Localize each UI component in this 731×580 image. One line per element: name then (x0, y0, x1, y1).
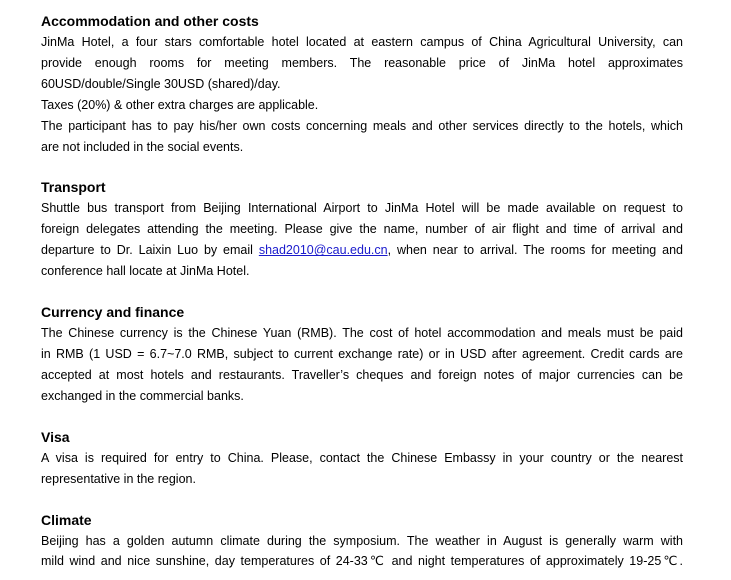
heading-transport: Transport (41, 179, 106, 196)
text-fragment: , when near to arrival. The rooms for meeting and (387, 243, 683, 258)
text-line: foreign delegates attending the meeting. Please give the name, number of air flight and time of arrival and (41, 222, 683, 237)
text-line: accepted at most hotels and restaurants. Traveller’s cheques and foreign notes of major currencies can be (41, 367, 683, 382)
text-line: provide enough rooms for meeting members. The reasonable price of JinMa hotel approximates (41, 55, 683, 70)
text-line: The participant has to pay his/her own costs concerning meals and other services directly to the hotels, which (41, 118, 683, 133)
section-currency (41, 302, 683, 407)
heading-climate: Climate (41, 511, 92, 528)
paragraph-transport (41, 198, 683, 282)
paragraph-accommodation (41, 32, 683, 157)
text-line: are not included in the social events. (41, 139, 244, 154)
heading-visa: Visa (41, 428, 70, 445)
text-line: in RMB (1 USD = 6.7~7.0 RMB, subject to current exchange rate) or in USD after agreement. Credit cards are (41, 346, 683, 361)
text-fragment: departure to Dr. Laixin Luo by email (41, 243, 259, 258)
text-line: exchanged in the commercial banks. (41, 388, 244, 403)
paragraph-visa (41, 448, 683, 490)
text-line: The Chinese currency is the Chinese Yuan (RMB). The cost of hotel accommodation and meals must be paid (41, 326, 683, 341)
text-line: Shuttle bus transport from Beijing International Airport to JinMa Hotel will be made available on request to (41, 201, 683, 216)
section-climate (41, 510, 683, 573)
paragraph-climate (41, 531, 683, 573)
section-transport (41, 177, 683, 282)
section-accommodation (41, 11, 683, 157)
section-visa (41, 427, 683, 490)
text-line: Taxes (20%) & other extra charges are applicable. (41, 97, 319, 112)
text-line: Beijing has a golden autumn climate during the symposium. The weather in August is generally warm with (41, 533, 683, 548)
text-line: A visa is required for entry to China. Please, contact the Chinese Embassy in your country or the nearest (41, 450, 683, 465)
text-line: mild wind and nice sunshine, day temperatures of 24-33℃ and night temperatures of approximately 19-25℃. (41, 554, 683, 569)
heading-currency: Currency and finance (41, 304, 185, 321)
heading-accommodation: Accommodation and other costs (41, 13, 259, 29)
text-line: conference hall locate at JinMa Hotel. (41, 264, 250, 279)
text-line-with-email (41, 240, 683, 261)
paragraph-currency (41, 323, 683, 407)
text-line: JinMa Hotel, a four stars comfortable hotel located at eastern campus of China Agricultural University, can (41, 35, 683, 49)
text-line: representative in the region. (41, 471, 196, 486)
text-line: 60USD/double/Single 30USD (shared)/day. (41, 76, 281, 91)
email-link[interactable]: shad2010@cau.edu.cn (258, 243, 388, 258)
